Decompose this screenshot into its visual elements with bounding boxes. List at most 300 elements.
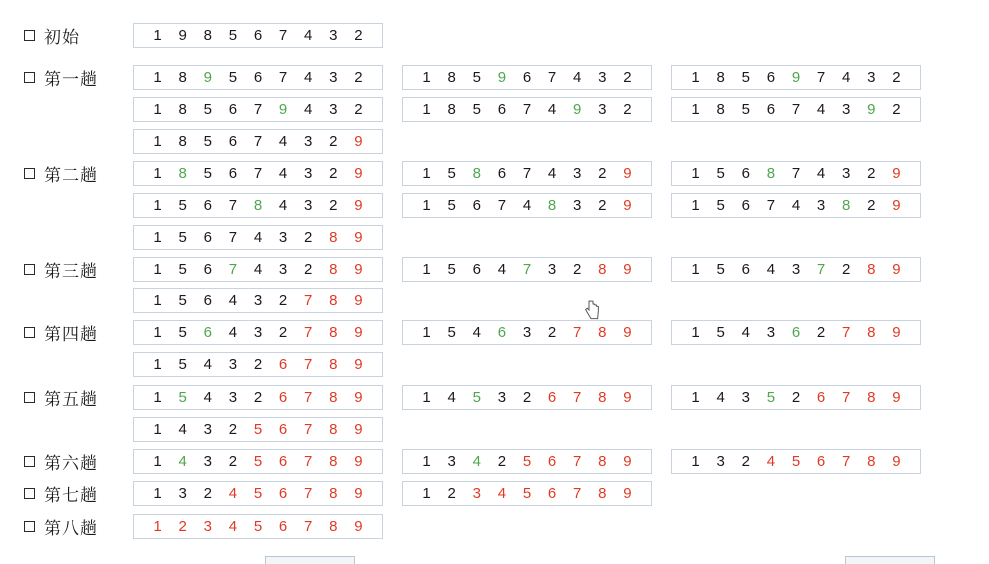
array-slot <box>133 193 383 218</box>
checkbox-icon[interactable] <box>24 30 35 41</box>
array-cell: 4 <box>816 100 826 118</box>
array-cell: 8 <box>598 323 607 341</box>
array-slot <box>133 514 383 539</box>
array-state <box>402 481 652 506</box>
array-cell: 8 <box>178 132 187 150</box>
array-slot <box>671 97 921 122</box>
array-cell: 6 <box>278 517 288 535</box>
array-state <box>671 449 921 474</box>
array-cell: 5 <box>178 228 187 246</box>
array-cell: 9 <box>623 260 632 278</box>
array-state <box>402 449 652 474</box>
array-state <box>671 65 921 90</box>
array-cell: 2 <box>741 452 750 470</box>
array-cell: 7 <box>573 388 582 406</box>
pass-label: 初始 <box>44 27 80 48</box>
array-cell: 4 <box>228 323 238 341</box>
array-cell: 9 <box>623 196 632 214</box>
array-state <box>133 97 383 122</box>
array-cell: 6 <box>253 26 263 44</box>
array-cell: 9 <box>892 388 901 406</box>
array-cell: 8 <box>447 68 456 86</box>
array-cell: 9 <box>892 196 901 214</box>
array-slot <box>133 481 383 506</box>
array-cell: 7 <box>304 355 313 373</box>
array-cell: 9 <box>203 68 212 86</box>
array-cell: 3 <box>278 228 288 246</box>
array-slot <box>133 449 383 474</box>
array-cell: 2 <box>278 323 288 341</box>
array-cell: 6 <box>791 323 801 341</box>
pass-row <box>0 94 989 124</box>
array-cell: 2 <box>598 196 607 214</box>
array-cell: 9 <box>354 452 363 470</box>
array-cell: 8 <box>329 291 338 309</box>
pass-row <box>0 317 989 347</box>
array-cell: 7 <box>304 452 313 470</box>
array-cell: 9 <box>623 323 632 341</box>
array-cell: 7 <box>791 164 801 182</box>
array-cell: 6 <box>547 484 557 502</box>
pass-label-cell <box>0 257 133 282</box>
array-cell: 8 <box>329 517 338 535</box>
array-cell: 8 <box>867 323 876 341</box>
array-cell: 3 <box>304 196 313 214</box>
array-cell: 5 <box>178 355 187 373</box>
array-cell: 2 <box>623 100 632 118</box>
array-cell: 5 <box>178 196 187 214</box>
array-cell: 1 <box>691 452 700 470</box>
pass-label-cell <box>0 23 133 48</box>
array-cell: 2 <box>892 100 901 118</box>
array-cell: 8 <box>867 452 876 470</box>
array-cell: 2 <box>867 196 876 214</box>
array-cell: 9 <box>354 164 363 182</box>
pass-row <box>0 158 989 188</box>
array-cell: 4 <box>791 196 801 214</box>
pass-row <box>0 20 989 50</box>
array-slot <box>402 161 652 186</box>
array-cell: 4 <box>228 291 238 309</box>
array-cell: 9 <box>354 196 363 214</box>
pass-label-cell <box>0 514 133 539</box>
pass-row <box>0 254 989 284</box>
array-cell: 1 <box>153 260 162 278</box>
pass-row <box>0 222 989 252</box>
array-cell: 8 <box>598 260 607 278</box>
array-cell: 2 <box>354 68 363 86</box>
array-state <box>671 97 921 122</box>
array-cell: 3 <box>842 164 851 182</box>
array-slot <box>402 320 652 345</box>
array-cell: 3 <box>329 26 338 44</box>
array-cell: 2 <box>598 164 607 182</box>
array-cell: 2 <box>304 260 313 278</box>
array-cell: 6 <box>203 260 212 278</box>
array-cell: 7 <box>304 484 313 502</box>
array-cell: 2 <box>497 452 507 470</box>
array-cell: 7 <box>547 68 557 86</box>
checkbox-icon[interactable] <box>24 72 35 83</box>
array-cell: 9 <box>354 355 363 373</box>
array-cell: 9 <box>354 260 363 278</box>
pass-row <box>0 414 989 444</box>
array-cell: 8 <box>178 68 187 86</box>
checkbox-icon[interactable] <box>24 264 35 275</box>
array-cell: 7 <box>522 164 532 182</box>
array-cell: 9 <box>354 484 363 502</box>
array-cell: 5 <box>472 388 481 406</box>
array-cell: 1 <box>153 196 162 214</box>
array-cell: 9 <box>573 100 582 118</box>
pass-label: 第五趟 <box>44 389 98 410</box>
array-cell: 4 <box>304 100 313 118</box>
array-cell: 3 <box>178 484 187 502</box>
array-state <box>133 161 383 186</box>
array-cell: 8 <box>178 164 187 182</box>
array-cell: 3 <box>472 484 481 502</box>
array-cell: 4 <box>816 164 826 182</box>
array-cell: 8 <box>253 196 263 214</box>
array-cell: 1 <box>153 291 162 309</box>
array-cell: 8 <box>329 388 338 406</box>
array-cell: 1 <box>422 323 431 341</box>
array-cell: 4 <box>203 388 212 406</box>
array-cell: 7 <box>304 420 313 438</box>
array-cell: 7 <box>228 228 238 246</box>
array-cell: 6 <box>228 132 238 150</box>
array-slot <box>133 288 383 313</box>
array-cell: 9 <box>892 452 901 470</box>
array-cell: 6 <box>522 68 532 86</box>
array-cell: 3 <box>203 420 212 438</box>
array-cell: 8 <box>329 355 338 373</box>
array-cell: 8 <box>329 484 338 502</box>
array-cell: 6 <box>203 291 212 309</box>
array-cell: 8 <box>329 228 338 246</box>
array-cell: 5 <box>472 100 481 118</box>
array-state <box>133 481 383 506</box>
pass-label-cell <box>0 320 133 345</box>
array-cell: 6 <box>278 484 288 502</box>
array-cell: 7 <box>253 100 263 118</box>
pass-row <box>0 190 989 220</box>
array-cell: 1 <box>691 388 700 406</box>
array-slot <box>402 193 652 218</box>
array-cell: 6 <box>766 100 776 118</box>
array-cell: 5 <box>447 260 456 278</box>
checkbox-icon[interactable] <box>24 392 35 403</box>
array-cell: 9 <box>497 68 507 86</box>
array-state <box>133 129 383 154</box>
array-cell: 6 <box>497 164 507 182</box>
array-cell: 5 <box>741 68 750 86</box>
array-cell: 3 <box>766 323 776 341</box>
pass-label-cell <box>0 385 133 410</box>
array-slot <box>133 23 383 48</box>
array-cell: 4 <box>522 196 532 214</box>
array-cell: 5 <box>447 323 456 341</box>
array-cell: 1 <box>422 388 431 406</box>
array-cell: 7 <box>522 260 532 278</box>
array-cell: 3 <box>203 452 212 470</box>
array-cell: 8 <box>867 260 876 278</box>
array-cell: 7 <box>573 323 582 341</box>
array-cell: 7 <box>842 323 851 341</box>
array-cell: 1 <box>153 68 162 86</box>
array-cell: 5 <box>447 196 456 214</box>
array-cell: 4 <box>497 484 507 502</box>
array-state <box>402 193 652 218</box>
array-cell: 4 <box>278 132 288 150</box>
array-slot <box>133 352 383 377</box>
array-cell: 5 <box>228 26 238 44</box>
array-cell: 6 <box>203 196 212 214</box>
array-cell: 5 <box>716 164 725 182</box>
array-state <box>133 288 383 313</box>
array-cell: 7 <box>522 100 532 118</box>
array-cell: 1 <box>153 164 162 182</box>
array-cell: 1 <box>422 68 431 86</box>
pass-label-cell <box>0 161 133 186</box>
array-state <box>133 225 383 250</box>
array-cell: 4 <box>447 388 456 406</box>
array-cell: 4 <box>178 452 187 470</box>
array-cell: 8 <box>547 196 557 214</box>
array-cell: 4 <box>278 164 288 182</box>
array-cell: 8 <box>447 100 456 118</box>
pass-row <box>0 126 989 156</box>
array-cell: 8 <box>766 164 776 182</box>
array-slot <box>402 481 652 506</box>
pass-label: 第三趟 <box>44 261 98 282</box>
array-cell: 7 <box>842 388 851 406</box>
array-cell: 8 <box>598 484 607 502</box>
array-state <box>133 320 383 345</box>
array-slot <box>671 320 921 345</box>
array-cell: 5 <box>203 100 212 118</box>
array-cell: 2 <box>329 196 338 214</box>
array-cell: 8 <box>178 100 187 118</box>
checkbox-icon[interactable] <box>24 327 35 338</box>
array-slot <box>402 257 652 282</box>
array-cell: 1 <box>422 260 431 278</box>
pass-label: 第四趟 <box>44 324 98 345</box>
pass-label-cell <box>0 481 133 506</box>
taskbar-chip[interactable] <box>845 556 935 564</box>
array-cell: 1 <box>691 323 700 341</box>
array-cell: 7 <box>253 164 263 182</box>
array-cell: 7 <box>304 323 313 341</box>
array-cell: 4 <box>203 355 212 373</box>
array-state <box>133 257 383 282</box>
array-slot <box>133 225 383 250</box>
array-cell: 1 <box>153 132 162 150</box>
array-cell: 2 <box>842 260 851 278</box>
array-state <box>671 193 921 218</box>
array-slot <box>671 385 921 410</box>
array-cell: 5 <box>447 164 456 182</box>
array-cell: 6 <box>472 260 481 278</box>
array-cell: 4 <box>304 26 313 44</box>
array-cell: 3 <box>278 260 288 278</box>
array-slot <box>133 97 383 122</box>
checkbox-icon[interactable] <box>24 456 35 467</box>
array-cell: 1 <box>691 260 700 278</box>
array-cell: 6 <box>741 196 750 214</box>
array-slot <box>402 97 652 122</box>
array-cell: 4 <box>842 68 851 86</box>
array-state <box>671 385 921 410</box>
array-cell: 8 <box>867 388 876 406</box>
array-cell: 9 <box>354 388 363 406</box>
taskbar-chip[interactable] <box>265 556 355 564</box>
array-cell: 6 <box>472 196 481 214</box>
checkbox-icon[interactable] <box>24 521 35 532</box>
array-cell: 8 <box>598 388 607 406</box>
array-cell: 6 <box>816 452 826 470</box>
array-cell: 9 <box>892 323 901 341</box>
array-cell: 4 <box>228 484 238 502</box>
array-state <box>671 320 921 345</box>
array-cell: 7 <box>816 260 826 278</box>
array-cell: 5 <box>253 517 263 535</box>
array-cell: 3 <box>522 323 532 341</box>
array-state <box>133 352 383 377</box>
array-cell: 5 <box>178 388 187 406</box>
array-cell: 8 <box>472 164 481 182</box>
array-cell: 2 <box>447 484 456 502</box>
pass-label: 第一趟 <box>44 69 98 90</box>
array-state <box>133 193 383 218</box>
array-cell: 6 <box>741 260 750 278</box>
array-slot <box>133 385 383 410</box>
array-cell: 9 <box>623 452 632 470</box>
array-cell: 3 <box>447 452 456 470</box>
array-cell: 8 <box>842 196 851 214</box>
array-cell: 2 <box>329 132 338 150</box>
pass-label-cell <box>0 449 133 474</box>
array-cell: 4 <box>766 452 776 470</box>
checkbox-icon[interactable] <box>24 488 35 499</box>
array-cell: 9 <box>623 388 632 406</box>
array-cell: 2 <box>203 484 212 502</box>
array-cell: 7 <box>573 484 582 502</box>
array-cell: 9 <box>623 164 632 182</box>
array-cell: 8 <box>329 323 338 341</box>
array-cell: 1 <box>153 517 162 535</box>
array-cell: 5 <box>522 452 532 470</box>
array-cell: 4 <box>278 196 288 214</box>
array-cell: 9 <box>178 26 187 44</box>
array-cell: 2 <box>791 388 801 406</box>
array-state <box>402 65 652 90</box>
array-cell: 2 <box>354 100 363 118</box>
array-cell: 5 <box>253 452 263 470</box>
array-cell: 4 <box>716 388 725 406</box>
array-cell: 5 <box>472 68 481 86</box>
array-cell: 1 <box>422 164 431 182</box>
array-cell: 6 <box>547 388 557 406</box>
array-cell: 1 <box>422 196 431 214</box>
array-cell: 3 <box>228 388 238 406</box>
array-cell: 1 <box>153 100 162 118</box>
array-cell: 3 <box>228 355 238 373</box>
array-cell: 7 <box>304 291 313 309</box>
array-cell: 1 <box>691 164 700 182</box>
array-cell: 1 <box>153 228 162 246</box>
array-cell: 9 <box>892 260 901 278</box>
array-cell: 5 <box>178 323 187 341</box>
array-cell: 7 <box>304 388 313 406</box>
array-state <box>402 257 652 282</box>
array-cell: 8 <box>716 100 725 118</box>
array-state <box>133 514 383 539</box>
array-cell: 3 <box>329 100 338 118</box>
array-state <box>133 23 383 48</box>
array-cell: 5 <box>203 132 212 150</box>
array-cell: 6 <box>278 452 288 470</box>
array-cell: 3 <box>304 164 313 182</box>
pass-row <box>0 511 989 541</box>
array-cell: 3 <box>203 517 212 535</box>
pass-label-cell <box>0 65 133 90</box>
pass-row <box>0 62 989 92</box>
array-slot <box>402 385 652 410</box>
array-state <box>671 161 921 186</box>
array-cell: 6 <box>741 164 750 182</box>
array-cell: 5 <box>253 420 263 438</box>
array-slot <box>402 65 652 90</box>
array-slot <box>133 161 383 186</box>
array-cell: 7 <box>573 452 582 470</box>
array-state <box>402 97 652 122</box>
array-cell: 5 <box>253 484 263 502</box>
array-cell: 6 <box>278 388 288 406</box>
array-cell: 5 <box>716 260 725 278</box>
array-cell: 2 <box>228 452 238 470</box>
array-state <box>402 161 652 186</box>
array-cell: 6 <box>278 420 288 438</box>
array-cell: 3 <box>791 260 801 278</box>
checkbox-icon[interactable] <box>24 168 35 179</box>
array-cell: 9 <box>354 228 363 246</box>
array-cell: 3 <box>598 68 607 86</box>
array-cell: 4 <box>253 260 263 278</box>
array-cell: 2 <box>816 323 826 341</box>
array-cell: 5 <box>766 388 776 406</box>
array-cell: 3 <box>842 100 851 118</box>
array-cell: 6 <box>278 355 288 373</box>
pass-label: 第六趟 <box>44 453 98 474</box>
array-cell: 2 <box>228 420 238 438</box>
array-cell: 1 <box>153 484 162 502</box>
array-cell: 7 <box>791 100 801 118</box>
array-cell: 2 <box>892 68 901 86</box>
array-cell: 6 <box>228 164 238 182</box>
array-cell: 2 <box>522 388 532 406</box>
array-cell: 4 <box>178 420 187 438</box>
array-slot <box>671 449 921 474</box>
array-slot <box>671 193 921 218</box>
array-cell: 7 <box>278 68 288 86</box>
array-cell: 8 <box>598 452 607 470</box>
array-cell: 9 <box>867 100 876 118</box>
pass-label: 第八趟 <box>44 518 98 539</box>
array-cell: 5 <box>178 260 187 278</box>
array-cell: 5 <box>522 484 532 502</box>
array-cell: 3 <box>573 164 582 182</box>
